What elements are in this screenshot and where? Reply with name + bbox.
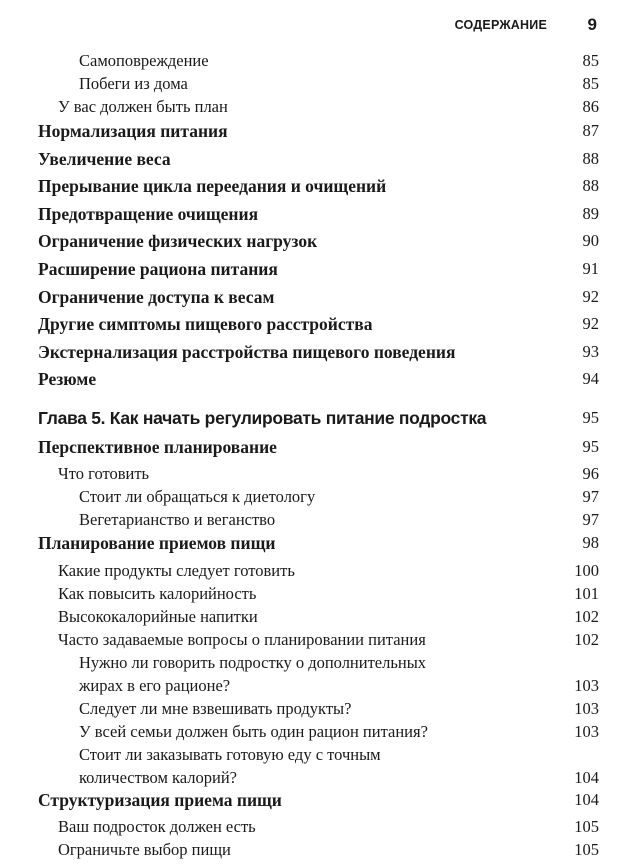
toc-entry-page: 105 bbox=[574, 817, 599, 836]
toc-entry-page: 105 bbox=[574, 840, 599, 859]
toc-entry-page: 85 bbox=[582, 74, 599, 93]
toc-entry-title: Перспективное планирование bbox=[38, 437, 277, 457]
toc-entry-title: количеством калорий? bbox=[79, 768, 237, 787]
toc-entry-title: Стоит ли заказывать готовую еду с точным bbox=[79, 745, 381, 764]
toc-entry-title: У вас должен быть план bbox=[58, 97, 228, 116]
toc-entry-page: 91 bbox=[582, 259, 599, 278]
page-header bbox=[0, 15, 637, 39]
toc-entry-title: Ограничение физических нагрузок bbox=[38, 231, 318, 251]
toc-entry-title: Планирование приемов пищи bbox=[38, 533, 276, 553]
toc-entry-title: Прерывание цикла переедания и очищений bbox=[38, 176, 387, 196]
toc-entry-page: 90 bbox=[582, 231, 599, 250]
toc-entry-title: Самоповреждение bbox=[79, 51, 209, 70]
toc-entry-page: 92 bbox=[582, 287, 599, 306]
toc-entry-page: 103 bbox=[574, 676, 599, 695]
toc-entry-title: Ваш подросток должен есть bbox=[58, 817, 256, 836]
toc-entry-page: 89 bbox=[582, 204, 599, 223]
toc-entry-title: Нужно ли говорить подростку о дополнительных bbox=[79, 653, 427, 672]
toc-entry-title: Как повысить калорийность bbox=[58, 584, 257, 603]
toc-entry-page: 102 bbox=[574, 607, 599, 626]
toc-entry-page: 96 bbox=[582, 464, 599, 483]
toc-entry-title: Предотвращение очищения bbox=[38, 204, 259, 224]
toc-entry-title: Увеличение веса bbox=[38, 149, 171, 169]
toc-entry-page: 100 bbox=[574, 561, 599, 580]
toc-entry-page: 101 bbox=[574, 584, 599, 603]
toc-entry-title: Резюме bbox=[38, 369, 97, 389]
toc-entry-page: 97 bbox=[582, 487, 599, 506]
toc-entry-page: 103 bbox=[574, 722, 599, 741]
toc-entry-page: 93 bbox=[582, 342, 599, 361]
toc-entry-page: 104 bbox=[574, 768, 599, 787]
toc-entry-page: 104 bbox=[574, 790, 599, 809]
toc-entry-page: 88 bbox=[582, 176, 599, 195]
page-number: 9 bbox=[587, 15, 597, 34]
toc-entry-page: 88 bbox=[582, 149, 599, 168]
toc-entry-title: У всей семьи должен быть один рацион питания? bbox=[79, 722, 428, 741]
toc-entry-page: 85 bbox=[582, 51, 599, 70]
toc-entry-page: 95 bbox=[582, 437, 599, 456]
toc-entry-page: 94 bbox=[582, 369, 599, 388]
chapter-title: Глава 5. Как начать регулировать питание подростка bbox=[38, 408, 487, 428]
toc-entry-title: Стоит ли обращаться к диетологу bbox=[79, 487, 316, 506]
toc-entry-title: Следует ли мне взвешивать продукты? bbox=[79, 699, 352, 718]
toc-entry-title: Структуризация приема пищи bbox=[38, 790, 282, 810]
toc-entry-page: 97 bbox=[582, 510, 599, 529]
toc-entry-page: 102 bbox=[574, 630, 599, 649]
toc-entry-title: Часто задаваемые вопросы о планировании питания bbox=[58, 630, 426, 649]
toc-entry-page: 86 bbox=[582, 97, 599, 116]
toc-entry-title: Какие продукты следует готовить bbox=[58, 561, 295, 580]
toc-entry-title: жирах в его рационе? bbox=[79, 676, 231, 695]
toc-entry-title: Расширение рациона питания bbox=[38, 259, 278, 279]
toc-entry-title: Побеги из дома bbox=[79, 74, 188, 93]
running-title: СОДЕРЖАНИЕ bbox=[454, 18, 547, 32]
toc-entry-title: Ограничьте выбор пищи bbox=[58, 840, 231, 859]
toc-entry-title: Экстернализация расстройства пищевого поведения bbox=[38, 342, 456, 362]
toc-entry-title: Другие симптомы пищевого расстройства bbox=[38, 314, 373, 334]
toc-entry-page: 92 bbox=[582, 314, 599, 333]
toc-entry-page: 95 bbox=[582, 408, 599, 427]
toc-entry-title: Что готовить bbox=[58, 464, 150, 483]
toc-entry-page: 103 bbox=[574, 699, 599, 718]
toc-entry-title: Нормализация питания bbox=[38, 121, 228, 141]
toc-entry-title: Вегетарианство и веганство bbox=[79, 510, 276, 529]
toc-entry-page: 87 bbox=[582, 121, 599, 140]
toc-entry-page: 98 bbox=[582, 533, 599, 552]
toc-entry-title: Высококалорийные напитки bbox=[58, 607, 258, 626]
toc-entry-title: Ограничение доступа к весам bbox=[38, 287, 275, 307]
